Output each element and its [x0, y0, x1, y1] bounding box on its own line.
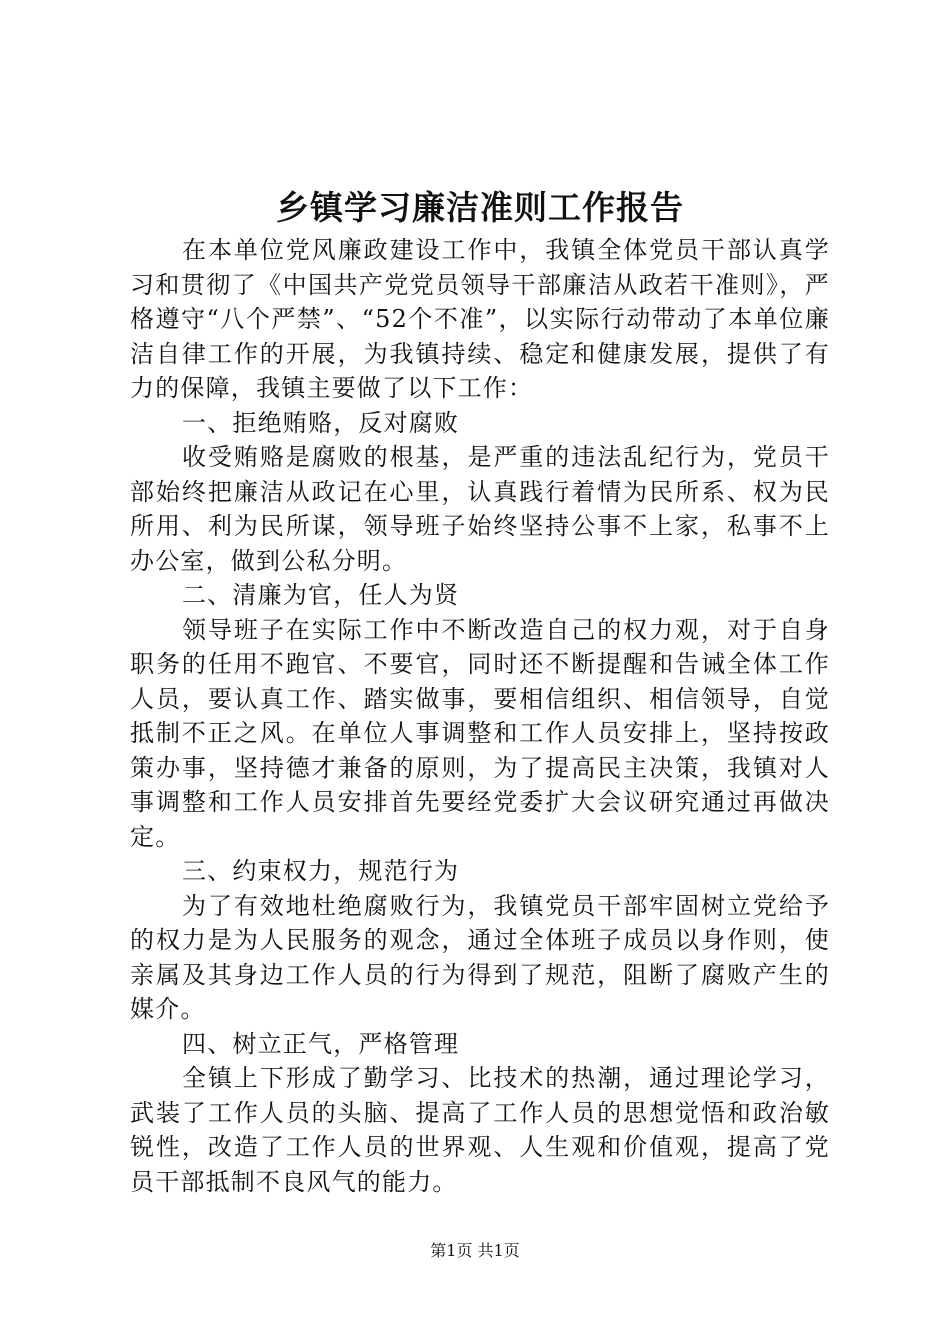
section-paragraph-1: 收受贿赂是腐败的根基，是严重的违法乱纪行为，党员干部始终把廉洁从政记在心里，认真践行着情为民所系、权为民所用、利为民所谋，领导班子始终坚持公事不上家，私事不上办公室，做到公私分明。 [130, 443, 830, 575]
section-heading-1: 一、拒绝贿赂，反对腐败 [182, 408, 460, 437]
page-number-footer: 第1页 共1页 [430, 1241, 520, 1260]
document-body [130, 233, 830, 1199]
section-paragraph-4: 全镇上下形成了勤学习、比技术的热潮，通过理论学习，武装了工作人员的头脑、提高了工作人员的思想觉悟和政治敏锐性，改造了工作人员的世界观、人生观和价值观，提高了党员干部抵制不良风气的能力。 [130, 1064, 830, 1196]
section-paragraph-2: 领导班子在实际工作中不断改造自己的权力观，对于自身职务的任用不跑官、不要官，同时还不断提醒和告诫全体工作人员，要认真工作、踏实做事，要相信组织、相信领导，自觉抵制不正之风。在单位人事调整和工作人员安排上，坚持按政策办事，坚持德才兼备的原则，为了提高民主决策，我镇对人事调整和工作人员安排首先要经党委扩大会议研究通过再做决定。 [130, 615, 830, 851]
section-heading-4: 四、树立正气，严格管理 [182, 1029, 460, 1058]
intro-paragraph: 在本单位党风廉政建设工作中，我镇全体党员干部认真学习和贯彻了《中国共产党党员领导干部廉洁从政若干准则》，严格遵守“八个严禁”、“52个不准”，以实际行动带动了本单位廉洁自律工作的开展，为我镇持续、稳定和健康发展，提供了有力的保障，我镇主要做了以下工作： [130, 236, 830, 402]
section-heading-2: 二、清廉为官，任人为贤 [182, 581, 460, 609]
document-title: 乡镇学习廉洁准则工作报告 [276, 188, 684, 227]
section-heading-3: 三、约束权力，规范行为 [182, 857, 460, 885]
section-paragraph-3: 为了有效地杜绝腐败行为，我镇党员干部牢固树立党给予的权力是为人民服务的观念，通过全体班子成员以身作则，使亲属及其身边工作人员的行为得到了规范，阻断了腐败产生的媒介。 [130, 891, 830, 1023]
